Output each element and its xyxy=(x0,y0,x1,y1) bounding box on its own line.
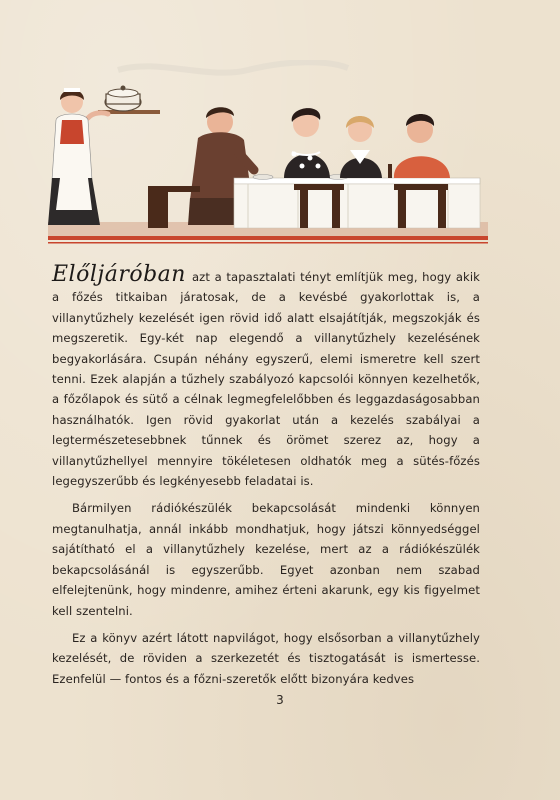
seated-man-red-shirt xyxy=(386,114,458,228)
seated-woman-blonde xyxy=(340,116,382,178)
seated-woman-dark-dress xyxy=(284,108,330,178)
intro-word: Előljáróban xyxy=(52,262,186,287)
paragraph-2: Bármilyen rádiókészülék bekapcsolását mindenki könnyen megtanulhatja, annál inkább mondhatjuk, hogy játszi könnyedséggel sajátítható el a villanytűzhely kezelése, mert az a rádiókészülék bekapcsolásánál is egyszerűbb. Egyet azonban nem szabad elfelejtenünk, hogy mindenre, amihez érteni akarunk, egy kis figyelmet kell szentelni. xyxy=(52,501,480,618)
body-text xyxy=(52,262,480,689)
page-number: 3 xyxy=(276,693,284,707)
paragraph-1 xyxy=(52,262,480,491)
restaurant-scene-illustration xyxy=(48,60,488,245)
paragraph-3: Ez a könyv azért látott napvilágot, hogy elsősorban a villanytűzhely kezelését, de röviden a szerkezetét és tisztogatását is ismertesse. Ezenfelül — fontos és a főzni-szeretők előtt bizonyára kedves xyxy=(52,630,480,686)
waitress-figure xyxy=(48,86,160,226)
paragraph-1-text: azt a tapasztalati tényt említjük meg, hogy akik a főzés titkaiban járatosak, de a kevésbé gyakorlottak is, a villanytűzhely kezelését igen rövid idő alatt elsajátítják, megszokják és megszeretik. Egy-két nap elegendő a villanytűzhely kezelésének begyakorlására. Csupán néhány egyszerű, elemi ismeretre kell szert tenni. Ezek alapján a tűzhely szabályozó kapcsolói könnyen kezelhetők, a főzőlapok és sütő a célnak legmegfelelőbben és leggazdaságosabban használhatók. Igen rövid gyakorlat után a kezelés szabályai a legtermészetesebbnek tűnnek és örömet szerez az, hogy a villanytűzhellyel mennyire tökéletesen oldhatók meg a sütés-főzés legegyszerűbb és legkényesebb feladatai is. xyxy=(52,270,480,489)
